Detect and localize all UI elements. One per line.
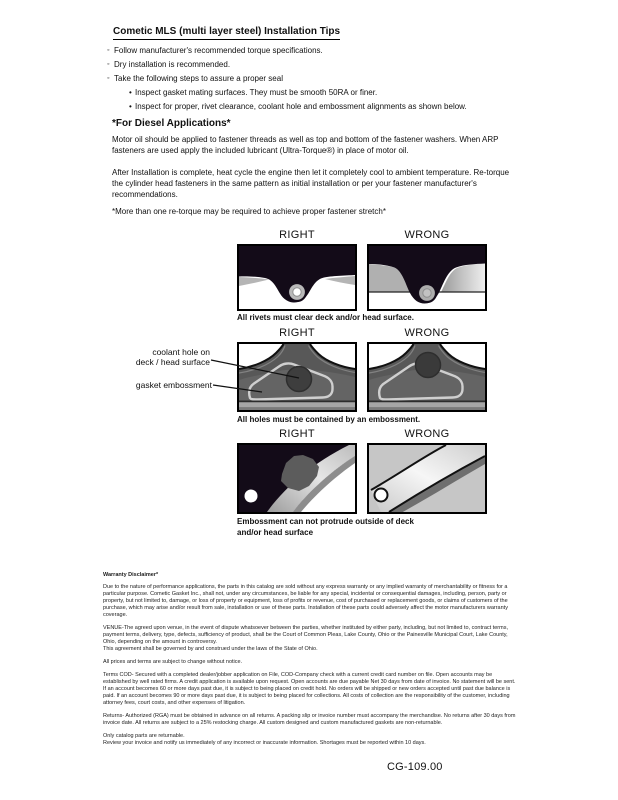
diesel-heading: *For Diesel Applications* bbox=[112, 118, 231, 129]
list-item bbox=[107, 58, 527, 72]
list-item bbox=[107, 100, 527, 114]
holes-wrong-label: WRONG bbox=[404, 327, 450, 339]
embossment-wrong-diagram bbox=[367, 443, 487, 514]
legal-paragraph: VENUE-The agreed upon venue, in the event of dispute whatsoever between the parties, whether instituted by either party, including, but not limited to, contract terms, payment terms, delivery, type, defects, sufficiency of product, shall be the Court of Common Pleas, Lake County, Ohio or the Painesville Municipal Court, Lake County, Ohio, depending on the amount in controversy. bbox=[103, 625, 508, 645]
rivets-caption: All rivets must clear deck and/or head surface. bbox=[237, 313, 414, 322]
page-code: CG-109.00 bbox=[387, 761, 443, 773]
holes-caption: All holes must be contained by an embossment. bbox=[237, 415, 421, 424]
installation-tips-list bbox=[107, 44, 527, 114]
rivets-wrong-label: WRONG bbox=[404, 229, 450, 241]
holes-wrong-diagram bbox=[367, 342, 487, 412]
legal-paragraph: Terms COD- Secured with a completed dealer/jobber application on File, COD-Company check with a current credit card number on file. Open accounts may be established by well rated firms. A credit application is available upon request. Open accounts are due payable Net 30 days from date of invoice. No statement will be sent. If an account becomes 60 or more days past due, it is subject to being placed on credit hold. No orders will be shipped or new orders accepted until past due balance is paid. If an account becomes 90 or more days past due, it is subject to being placed for collections. All costs of collection are the responsibility of the customer, including attorney fees, court costs, and other expenses of litigation. bbox=[103, 672, 516, 706]
bullet-icon: ◦ bbox=[107, 75, 110, 82]
embossment-wrong-label: WRONG bbox=[404, 428, 450, 440]
sub-bullet-icon: • bbox=[129, 102, 132, 111]
diesel-paragraph-2: After Installation is complete, heat cycle the engine then let it completely cool to ambient temperature. Re-torque the cylinder head fasteners in the same pattern as initial installation or per your fastener manufacturer's recommendations. bbox=[112, 168, 510, 199]
leader-lines-icon bbox=[205, 352, 305, 400]
legal-paragraph: This agreement shall be governed by and construed under the laws of the State of Ohio. bbox=[103, 646, 318, 652]
sub-bullet-icon: • bbox=[129, 88, 132, 97]
list-item bbox=[107, 72, 527, 86]
warranty-disclaimer-block bbox=[103, 572, 518, 753]
list-item bbox=[107, 86, 527, 100]
embossment-caption-line2: and/or head surface bbox=[237, 528, 314, 537]
tip-text: Take the following steps to assure a proper seal bbox=[114, 74, 283, 83]
legal-paragraph: Due to the nature of performance applications, the parts in this catalog are sold without any express warranty or any implied warranty of merchantability or fitness for a particular purpose. Cometic Gasket Inc., shall not, under any circumstances, be liable for any special, incidental or consequential damages, including, person, party or property, but not limited to, damage, or loss of property or equipment, loss of profits or revenue, cost of purchased or replacement goods, or claims of customers of the purchase, which may arise and/or result from sale, installation or use of these parts. Installation of these parts could adversely affect the motor manufacturers warranty coverage. bbox=[103, 584, 508, 618]
embossment-right-diagram bbox=[237, 443, 357, 514]
legal-paragraph: Returns- Authorized (RGA) must be obtained in advance on all returns. A packing slip or invoice number must accompany the merchandise. No returns after 30 days from invoice date. All returns are subject to a 25% restocking charge. All custom designed and custom manufactured gaskets are non-returnable. bbox=[103, 713, 516, 726]
bullet-icon: ◦ bbox=[107, 61, 110, 68]
coolant-hole-label-line2: deck / head surface bbox=[135, 357, 210, 367]
tip-text: Follow manufacturer's recommended torque specifications. bbox=[114, 46, 323, 55]
rivets-wrong-diagram bbox=[367, 244, 487, 311]
embossment-caption-line1: Embossment can not protrude outside of deck bbox=[237, 517, 414, 526]
gasket-embossment-label: gasket embossment bbox=[135, 380, 212, 390]
diesel-paragraph-1: Motor oil should be applied to fastener threads as well as top and bottom of the fastener washers. When ARP fasteners are used apply the included lubricant (Ultra-Torque®) in place of motor oil. bbox=[112, 135, 499, 155]
holes-right-label: RIGHT bbox=[279, 327, 315, 339]
list-item bbox=[107, 44, 527, 58]
retorque-note: *More than one re-torque may be required to achieve proper fastener stretch* bbox=[112, 207, 386, 216]
tip-text: Inspect gasket mating surfaces. They must be smooth 50RA or finer. bbox=[135, 88, 378, 97]
rivet-clearance-right-icon bbox=[237, 244, 357, 311]
bullet-icon: ◦ bbox=[107, 47, 110, 54]
embossment-right-icon bbox=[237, 443, 357, 514]
rivets-right-label: RIGHT bbox=[279, 229, 315, 241]
legal-paragraph: All prices and terms are subject to change without notice. bbox=[103, 659, 243, 665]
coolant-hole-wrong-icon bbox=[367, 342, 487, 412]
coolant-hole-label-line1: coolant hole on bbox=[152, 347, 210, 357]
embossment-wrong-icon bbox=[367, 443, 487, 514]
legal-paragraph: Only catalog parts are returnable. bbox=[103, 733, 185, 739]
page-title: Cometic MLS (multi layer steel) Installation Tips bbox=[113, 26, 340, 40]
rivet-clearance-wrong-icon bbox=[367, 244, 487, 311]
rivets-right-diagram bbox=[237, 244, 357, 311]
warranty-heading: Warranty Disclaimer* bbox=[103, 572, 159, 578]
tip-text: Inspect for proper, rivet clearance, coolant hole and embossment alignments as shown below. bbox=[135, 102, 467, 111]
tip-text: Dry installation is recommended. bbox=[114, 60, 231, 69]
embossment-right-label: RIGHT bbox=[279, 428, 315, 440]
legal-paragraph: Review your invoice and notify us immediately of any incorrect or inaccurate information. Shortages must be reported within 10 days. bbox=[103, 740, 426, 746]
